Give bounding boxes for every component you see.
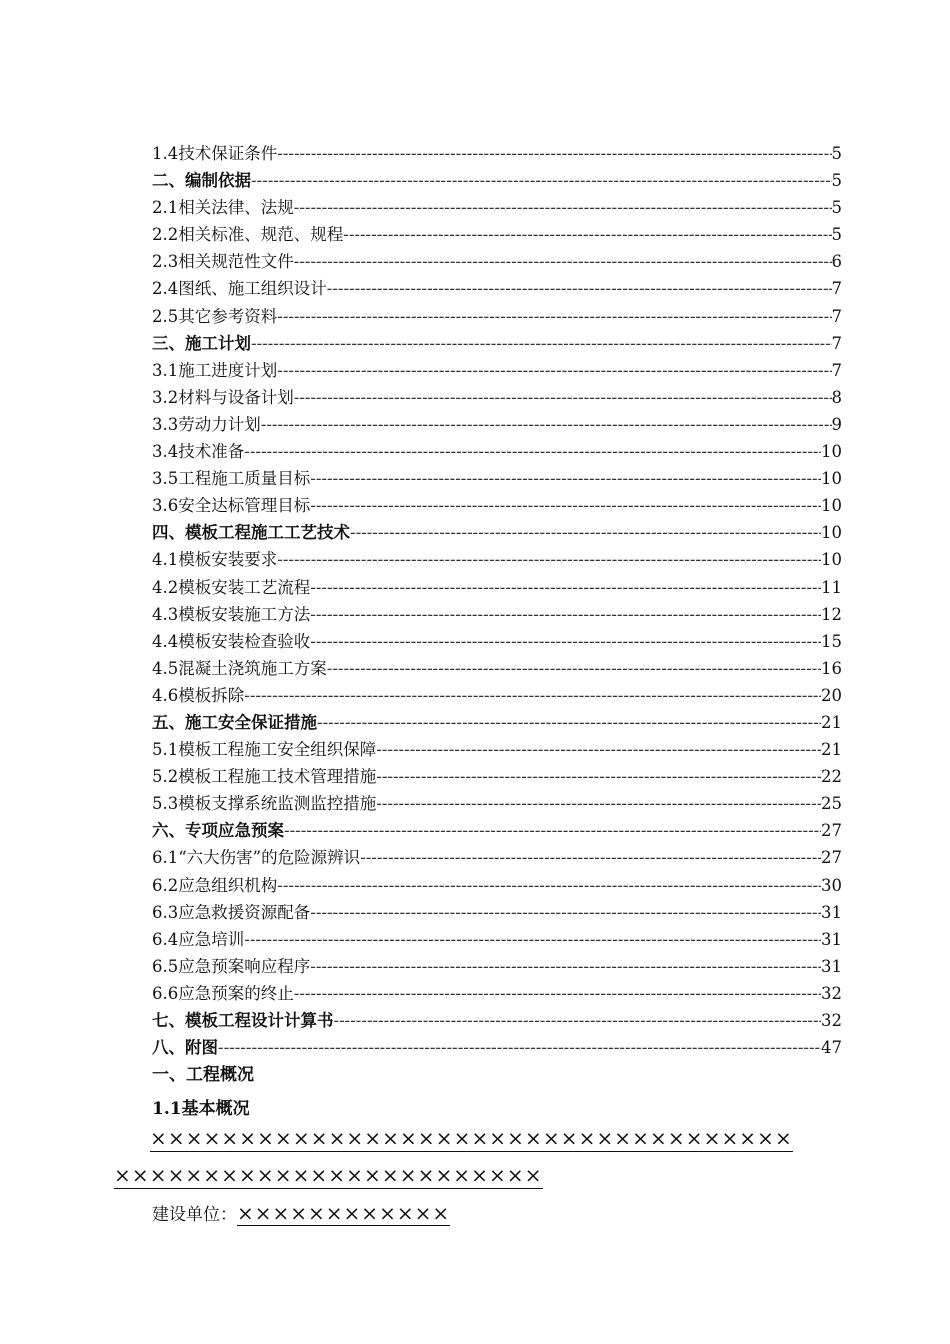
toc-entry[interactable] — [152, 411, 842, 438]
toc-entry[interactable] — [152, 953, 842, 980]
toc-entry[interactable] — [152, 275, 842, 302]
toc-dash-leader — [317, 709, 821, 736]
toc-entry-label: 2.5其它参考资料 — [152, 306, 278, 326]
toc-entry-page-number: 22 — [821, 767, 842, 787]
toc-dash-leader — [251, 167, 832, 194]
masked-text-line-1: ×××××××××××××××××××××××××××××××××××× — [150, 1126, 793, 1150]
toc-entry-label: 五、施工安全保证措施 — [152, 712, 317, 732]
toc-entry-label: 2.2相关标准、规范、规程 — [152, 225, 344, 245]
toc-entry-page-number: 10 — [821, 550, 842, 570]
toc-entry-page-number: 31 — [821, 929, 842, 949]
toc-entry[interactable] — [152, 655, 842, 682]
toc-entry-page-number: 31 — [821, 956, 842, 976]
toc-entry[interactable] — [152, 248, 842, 275]
toc-dash-leader — [327, 655, 821, 682]
toc-entry-label: 2.3相关规范性文件 — [152, 252, 294, 272]
toc-entry[interactable] — [152, 140, 842, 167]
toc-entry-label: 6.5应急预案响应程序 — [152, 956, 311, 976]
toc-entry-label: 3.1施工进度计划 — [152, 360, 278, 380]
toc-dash-leader — [310, 601, 821, 628]
toc-entry[interactable] — [152, 926, 842, 953]
toc-entry[interactable] — [152, 682, 842, 709]
toc-entry[interactable] — [152, 899, 842, 926]
toc-entry-page-number: 5 — [831, 144, 842, 163]
toc-dash-leader — [294, 980, 821, 1007]
toc-entry-page-number: 11 — [821, 577, 842, 597]
toc-entry-page-number: 8 — [831, 387, 842, 407]
toc-entry[interactable] — [152, 221, 842, 248]
toc-entry-label: 4.6模板拆除 — [152, 685, 245, 705]
toc-entry-page-number: 7 — [831, 360, 842, 380]
toc-dash-leader — [310, 574, 821, 601]
toc-entry-label: 3.3劳动力计划 — [152, 414, 261, 434]
toc-entry-page-number: 31 — [821, 902, 842, 922]
toc-entry-label: 3.6安全达标管理目标 — [152, 496, 311, 516]
toc-entry-page-number: 10 — [821, 469, 842, 489]
toc-entry[interactable] — [152, 736, 842, 763]
toc-entry-page-number: 10 — [821, 523, 842, 543]
toc-dash-leader — [327, 275, 832, 302]
toc-entry-label: 5.2模板工程施工技术管理措施 — [152, 767, 377, 787]
toc-dash-leader — [294, 194, 832, 221]
toc-dash-leader — [310, 953, 821, 980]
toc-entry-page-number: 27 — [821, 821, 842, 841]
toc-entry-page-number: 10 — [821, 496, 842, 516]
toc-entry-label: 2.1相关法律、法规 — [152, 198, 294, 218]
toc-dash-leader — [277, 303, 831, 330]
toc-entry[interactable] — [152, 167, 842, 194]
toc-entry[interactable] — [152, 763, 842, 790]
toc-dash-leader — [294, 248, 832, 275]
toc-entry[interactable] — [152, 357, 842, 384]
toc-entry-page-number: 6 — [831, 252, 842, 272]
toc-entry[interactable] — [152, 519, 842, 546]
toc-entry-label: 6.6应急预案的终止 — [152, 983, 294, 1003]
toc-entry-page-number: 7 — [831, 306, 842, 326]
toc-dash-leader — [343, 221, 831, 248]
toc-entry[interactable] — [152, 574, 842, 601]
toc-dash-leader — [277, 140, 831, 167]
toc-entry[interactable] — [152, 546, 842, 573]
toc-entry-label: 七、模板工程设计计算书 — [152, 1011, 334, 1030]
toc-entry[interactable] — [152, 194, 842, 221]
toc-entry-page-number: 27 — [821, 848, 842, 868]
toc-entry-page-number: 21 — [821, 740, 842, 760]
toc-entry-label: 6.1“六大伤害”的危险源辨识 — [152, 848, 361, 868]
toc-dash-leader — [244, 682, 821, 709]
toc-dash-leader — [251, 330, 832, 357]
toc-entry[interactable] — [152, 1007, 842, 1034]
toc-entry-page-number: 5 — [831, 198, 842, 218]
toc-entry-page-number: 5 — [831, 171, 842, 191]
toc-entry[interactable] — [152, 384, 842, 411]
toc-entry-page-number: 47 — [821, 1038, 842, 1058]
toc-entry-label: 4.4模板安装检查验收 — [152, 631, 311, 651]
toc-dash-leader — [310, 492, 821, 519]
toc-entry-page-number: 30 — [821, 875, 842, 895]
toc-entry-label: 八、附图 — [152, 1038, 218, 1058]
toc-entry[interactable] — [152, 330, 842, 357]
toc-entry-label: 2.4图纸、施工组织设计 — [152, 279, 327, 299]
toc-dash-leader — [277, 357, 831, 384]
toc-entry-page-number: 25 — [821, 794, 842, 814]
toc-entry[interactable] — [152, 492, 842, 519]
toc-dash-leader — [310, 628, 821, 655]
toc-entry-page-number: 5 — [831, 225, 842, 245]
toc-entry[interactable] — [152, 601, 842, 628]
toc-entry[interactable] — [152, 790, 842, 817]
toc-dash-leader — [218, 1034, 821, 1061]
subsection-heading-basic-overview: 1.1基本概况 — [152, 1099, 250, 1119]
toc-dash-leader — [334, 1007, 822, 1034]
toc-entry-label: 三、施工计划 — [152, 333, 251, 353]
toc-entry-label: 6.4应急培训 — [152, 929, 245, 949]
toc-dash-leader — [350, 519, 821, 546]
toc-entry[interactable] — [152, 817, 842, 844]
toc-dash-leader — [376, 736, 821, 763]
construction-owner-label: 建设单位： — [152, 1205, 237, 1225]
toc-dash-leader — [294, 384, 832, 411]
toc-entry-label: 四、模板工程施工工艺技术 — [152, 523, 350, 543]
toc-entry-label: 4.5混凝土浇筑施工方案 — [152, 658, 327, 678]
toc-entry-page-number: 16 — [821, 658, 842, 678]
toc-entry-label: 4.1模板安装要求 — [152, 550, 278, 570]
toc-entry[interactable] — [152, 303, 842, 330]
toc-entry[interactable] — [152, 844, 842, 871]
toc-dash-leader — [244, 926, 821, 953]
toc-entry-label: 5.1模板工程施工安全组织保障 — [152, 740, 377, 760]
toc-dash-leader — [360, 844, 821, 871]
masked-text-line-2: ×××××××××××××××××××××××× — [114, 1163, 543, 1187]
table-of-contents — [152, 140, 842, 1061]
toc-entry-label: 3.4技术准备 — [152, 442, 245, 462]
toc-entry[interactable] — [152, 438, 842, 465]
toc-entry-label: 5.3模板支撑系统监测监控措施 — [152, 794, 377, 814]
toc-entry-page-number: 7 — [831, 279, 842, 299]
toc-dash-leader — [310, 899, 821, 926]
toc-entry-label: 4.2模板安装工艺流程 — [152, 577, 311, 597]
toc-entry[interactable] — [152, 980, 842, 1007]
toc-dash-leader — [310, 465, 821, 492]
toc-entry-label: 3.5工程施工质量目标 — [152, 469, 311, 489]
toc-dash-leader — [244, 438, 821, 465]
toc-entry-page-number: 9 — [831, 414, 842, 434]
toc-entry-label: 6.2应急组织机构 — [152, 875, 278, 895]
toc-dash-leader — [277, 546, 821, 573]
toc-dash-leader — [376, 763, 821, 790]
toc-entry-page-number: 32 — [821, 1011, 842, 1030]
section-heading-project-overview: 一、工程概况 — [152, 1065, 254, 1085]
toc-entry-page-number: 15 — [821, 631, 842, 651]
toc-entry-label: 六、专项应急预案 — [152, 821, 284, 841]
construction-owner-field — [152, 1200, 450, 1225]
toc-entry[interactable] — [152, 872, 842, 899]
toc-entry-label: 4.3模板安装施工方法 — [152, 604, 311, 624]
toc-entry-label: 二、编制依据 — [152, 171, 251, 191]
toc-dash-leader — [277, 872, 821, 899]
toc-entry-label: 1.4技术保证条件 — [152, 144, 278, 163]
toc-entry-label: 6.3应急救援资源配备 — [152, 902, 311, 922]
toc-entry-page-number: 20 — [821, 685, 842, 705]
toc-dash-leader — [376, 790, 821, 817]
toc-entry-page-number: 10 — [821, 442, 842, 462]
toc-entry[interactable] — [152, 709, 842, 736]
toc-dash-leader — [284, 817, 821, 844]
toc-entry-page-number: 32 — [821, 983, 842, 1003]
toc-entry-label: 3.2材料与设备计划 — [152, 387, 294, 407]
toc-entry-page-number: 7 — [831, 333, 842, 353]
toc-entry[interactable] — [152, 465, 842, 492]
construction-owner-value: ×××××××××××× — [237, 1201, 451, 1225]
toc-dash-leader — [261, 411, 832, 438]
toc-entry[interactable] — [152, 1034, 842, 1061]
toc-entry-page-number: 21 — [821, 712, 842, 732]
toc-entry-page-number: 12 — [821, 604, 842, 624]
toc-entry[interactable] — [152, 628, 842, 655]
